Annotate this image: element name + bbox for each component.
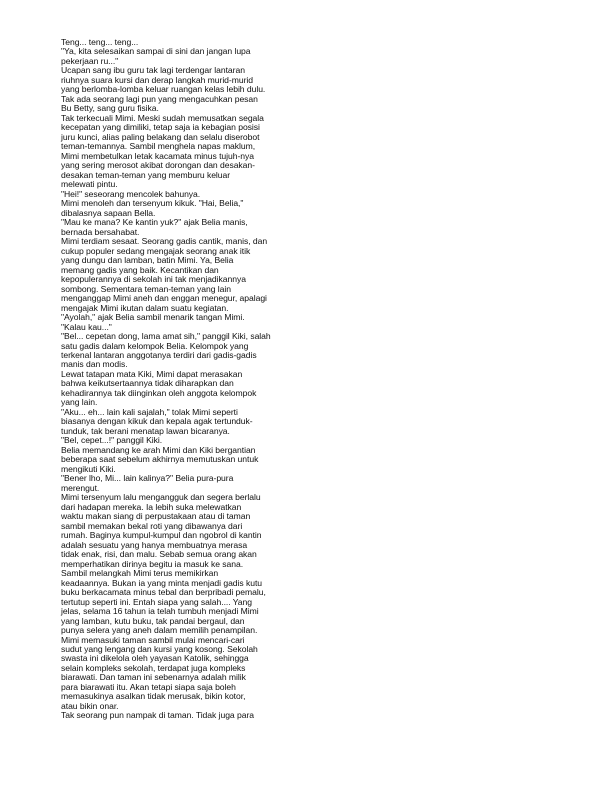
text-line: jelas, selama 16 tahun ia telah tumbuh menjadi Mimi xyxy=(61,606,259,617)
text-line: "Kalau kau..." xyxy=(61,321,112,332)
text-line: tertutup seperti ini. Entah siapa yang salah.... Yang xyxy=(61,596,252,607)
text-line: terkenal lantaran anggotanya terdiri dari gadis-gadis xyxy=(61,349,257,360)
text-line: swasta ini dikelola oleh yayasan Katolik, sehingga xyxy=(61,653,249,664)
text-line: Sambil melangkah Mimi terus memikirkan xyxy=(61,568,219,579)
text-line: punya selera yang aneh dalam memilih penampilan. xyxy=(61,625,258,636)
text-line: yang dungu dan lamban, batin Mimi. Ya, Belia xyxy=(61,255,234,266)
text-line: sombong. Sementara teman-teman yang lain xyxy=(61,283,231,294)
text-line: selain kompleks sekolah, terdapat juga kompleks xyxy=(61,662,246,673)
text-line: Teng... teng... teng... xyxy=(61,37,139,47)
text-line: keadaannya. Bukan ia yang minta menjadi gadis kutu xyxy=(61,577,263,588)
text-line: bahwa keikutsertaannya tidak diharapkan dan xyxy=(61,378,234,389)
text-line: tidak enak, risi, dan malu. Sebab semua orang akan xyxy=(61,549,257,560)
text-line: Mimi tersenyum lalu mengangguk dan segera berlalu xyxy=(61,492,261,503)
text-line: rumah. Baginya kumpul-kumpul dan ngobrol di kantin xyxy=(61,530,262,541)
text-line: dari hadapan mereka. Ia lebih suka melewatkan xyxy=(61,501,242,512)
text-line: yang sering merosot akibat dorongan dan desakan- xyxy=(61,160,255,171)
text-line: Tak terkecuali Mimi. Meski sudah memusatkan segala xyxy=(61,112,264,123)
text-line: yang lain. xyxy=(61,397,98,408)
text-line: riuhnya suara kursi dan derap langkah murid-murid xyxy=(61,74,253,85)
text-line: buku berkacamata minus tebal dan berpribadi pemalu, xyxy=(61,587,266,598)
text-line: memang gadis yang baik. Kecantikan dan xyxy=(61,264,219,275)
text-line: atau bikin onar. xyxy=(61,700,119,711)
text-line: juru kunci, alias paling belakang dan selalu diserobot xyxy=(61,131,260,142)
text-line: waktu makan siang di perpustakaan atau di taman xyxy=(61,511,251,522)
text-line: yang berlomba-lomba keluar ruangan kelas lebih dulu. xyxy=(61,84,266,95)
text-line: kepopulerannya di sekolah ini tak menjadikannya xyxy=(61,274,246,285)
text-line: para biarawati itu. Akan tetapi siapa saja boleh xyxy=(61,681,236,692)
text-line: adalah sesuatu yang hanya membuatnya merasa xyxy=(61,539,248,550)
text-line: "Ya, kita selesaikan sampai di sini dan jangan lupa xyxy=(61,46,251,57)
text-line: "Hei!" seseorang mencolek bahunya. xyxy=(61,188,201,199)
text-line: menganggap Mimi aneh dan enggan menegur, apalagi xyxy=(61,293,267,304)
text-line: sudut yang lengang dan kursi yang kosong. Sekolah xyxy=(61,644,258,654)
text-line: manis dan modis. xyxy=(61,359,128,370)
text-line: Tak seorang pun nampak di taman. Tidak juga para xyxy=(61,710,254,721)
text-line: biasanya dengan kikuk dan kepala agak tertunduk- xyxy=(61,416,253,427)
text-line: beberapa saat sebelum akhirnya memutuskan untuk xyxy=(61,454,259,465)
text-line: memperhatikan dirinya begitu ia masuk ke sana. xyxy=(61,558,244,569)
text-line: kecepatan yang dimiliki, tetap saja ia kebagian posisi xyxy=(61,122,260,133)
text-line: merengut. xyxy=(61,482,100,493)
text-line: Lewat tatapan mata Kiki, Mimi dapat merasakan xyxy=(61,368,243,379)
text-line: "Ayolah," ajak Belia sambil menarik tangan Mimi. xyxy=(61,312,245,323)
text-line: "Bel, cepet...!" panggil Kiki. xyxy=(61,435,163,446)
text-line: bernada bersahabat. xyxy=(61,226,140,237)
text-line: mengikuti Kiki. xyxy=(61,463,116,474)
text-line: Mimi memasuki taman sambil mulai mencari-cari xyxy=(61,634,245,645)
text-line: Bu Betty, sang guru fisika. xyxy=(61,103,159,114)
text-line: teman-temannya. Sambil menghela napas maklum, xyxy=(61,141,256,152)
text-line: Belia memandang ke arah Mimi dan Kiki bergantian xyxy=(61,444,256,455)
text-line: satu gadis dalam kelompok Belia. Kelompok yang xyxy=(61,340,249,351)
text-line: Mimi membetulkan letak kacamata minus tujuh-nya xyxy=(61,150,254,161)
text-line: biarawati. Dan taman ini sebenarnya adalah milik xyxy=(61,672,246,683)
text-line: "Bener lho, Mi... lain kalinya?" Belia pura-pura xyxy=(61,473,234,484)
text-line: tunduk, tak berani menatap lawan bicaranya. xyxy=(61,425,230,436)
text-line: Mimi menoleh dan tersenyum kikuk. "Hai, Belia," xyxy=(61,198,244,209)
text-line: Mimi terdiam sesaat. Seorang gadis cantik, manis, dan xyxy=(61,236,268,247)
text-line: cukup populer sedang mengajak seorang anak itik xyxy=(61,245,251,256)
text-line: melewati pintu. xyxy=(61,179,118,190)
text-line: pekerjaan ru..." xyxy=(61,55,119,66)
text-line: "Bel... cepetan dong, lama amat sih," panggil Kiki, salah xyxy=(61,331,271,342)
text-line: mengajak Mimi ikutan dalam suatu kegiatan. xyxy=(61,302,229,313)
text-line: Tak ada seorang lagi pun yang mengacuhkan pesan xyxy=(61,93,258,104)
text-line: memasukinya asalkan tidak merusak, bikin kotor, xyxy=(61,691,246,702)
story-text xyxy=(61,38,271,721)
text-line: yang lamban, kutu buku, tak pandai bergaul, dan xyxy=(61,615,245,626)
text-line: "Mau ke mana? Ke kantin yuk?" ajak Belia manis, xyxy=(61,217,248,228)
text-line: "Aku... eh... lain kali sajalah," tolak Mimi seperti xyxy=(61,406,238,417)
text-line: sambil memakan bekal roti yang dibawanya dari xyxy=(61,520,243,531)
text-line: desakan teman-teman yang memburu keluar xyxy=(61,169,231,180)
text-line: Ucapan sang ibu guru tak lagi terdengar lantaran xyxy=(61,65,245,76)
text-line: dibalasnya sapaan Bella. xyxy=(61,207,156,218)
text-line: kehadirannya tak diinginkan oleh anggota kelompok xyxy=(61,387,257,398)
